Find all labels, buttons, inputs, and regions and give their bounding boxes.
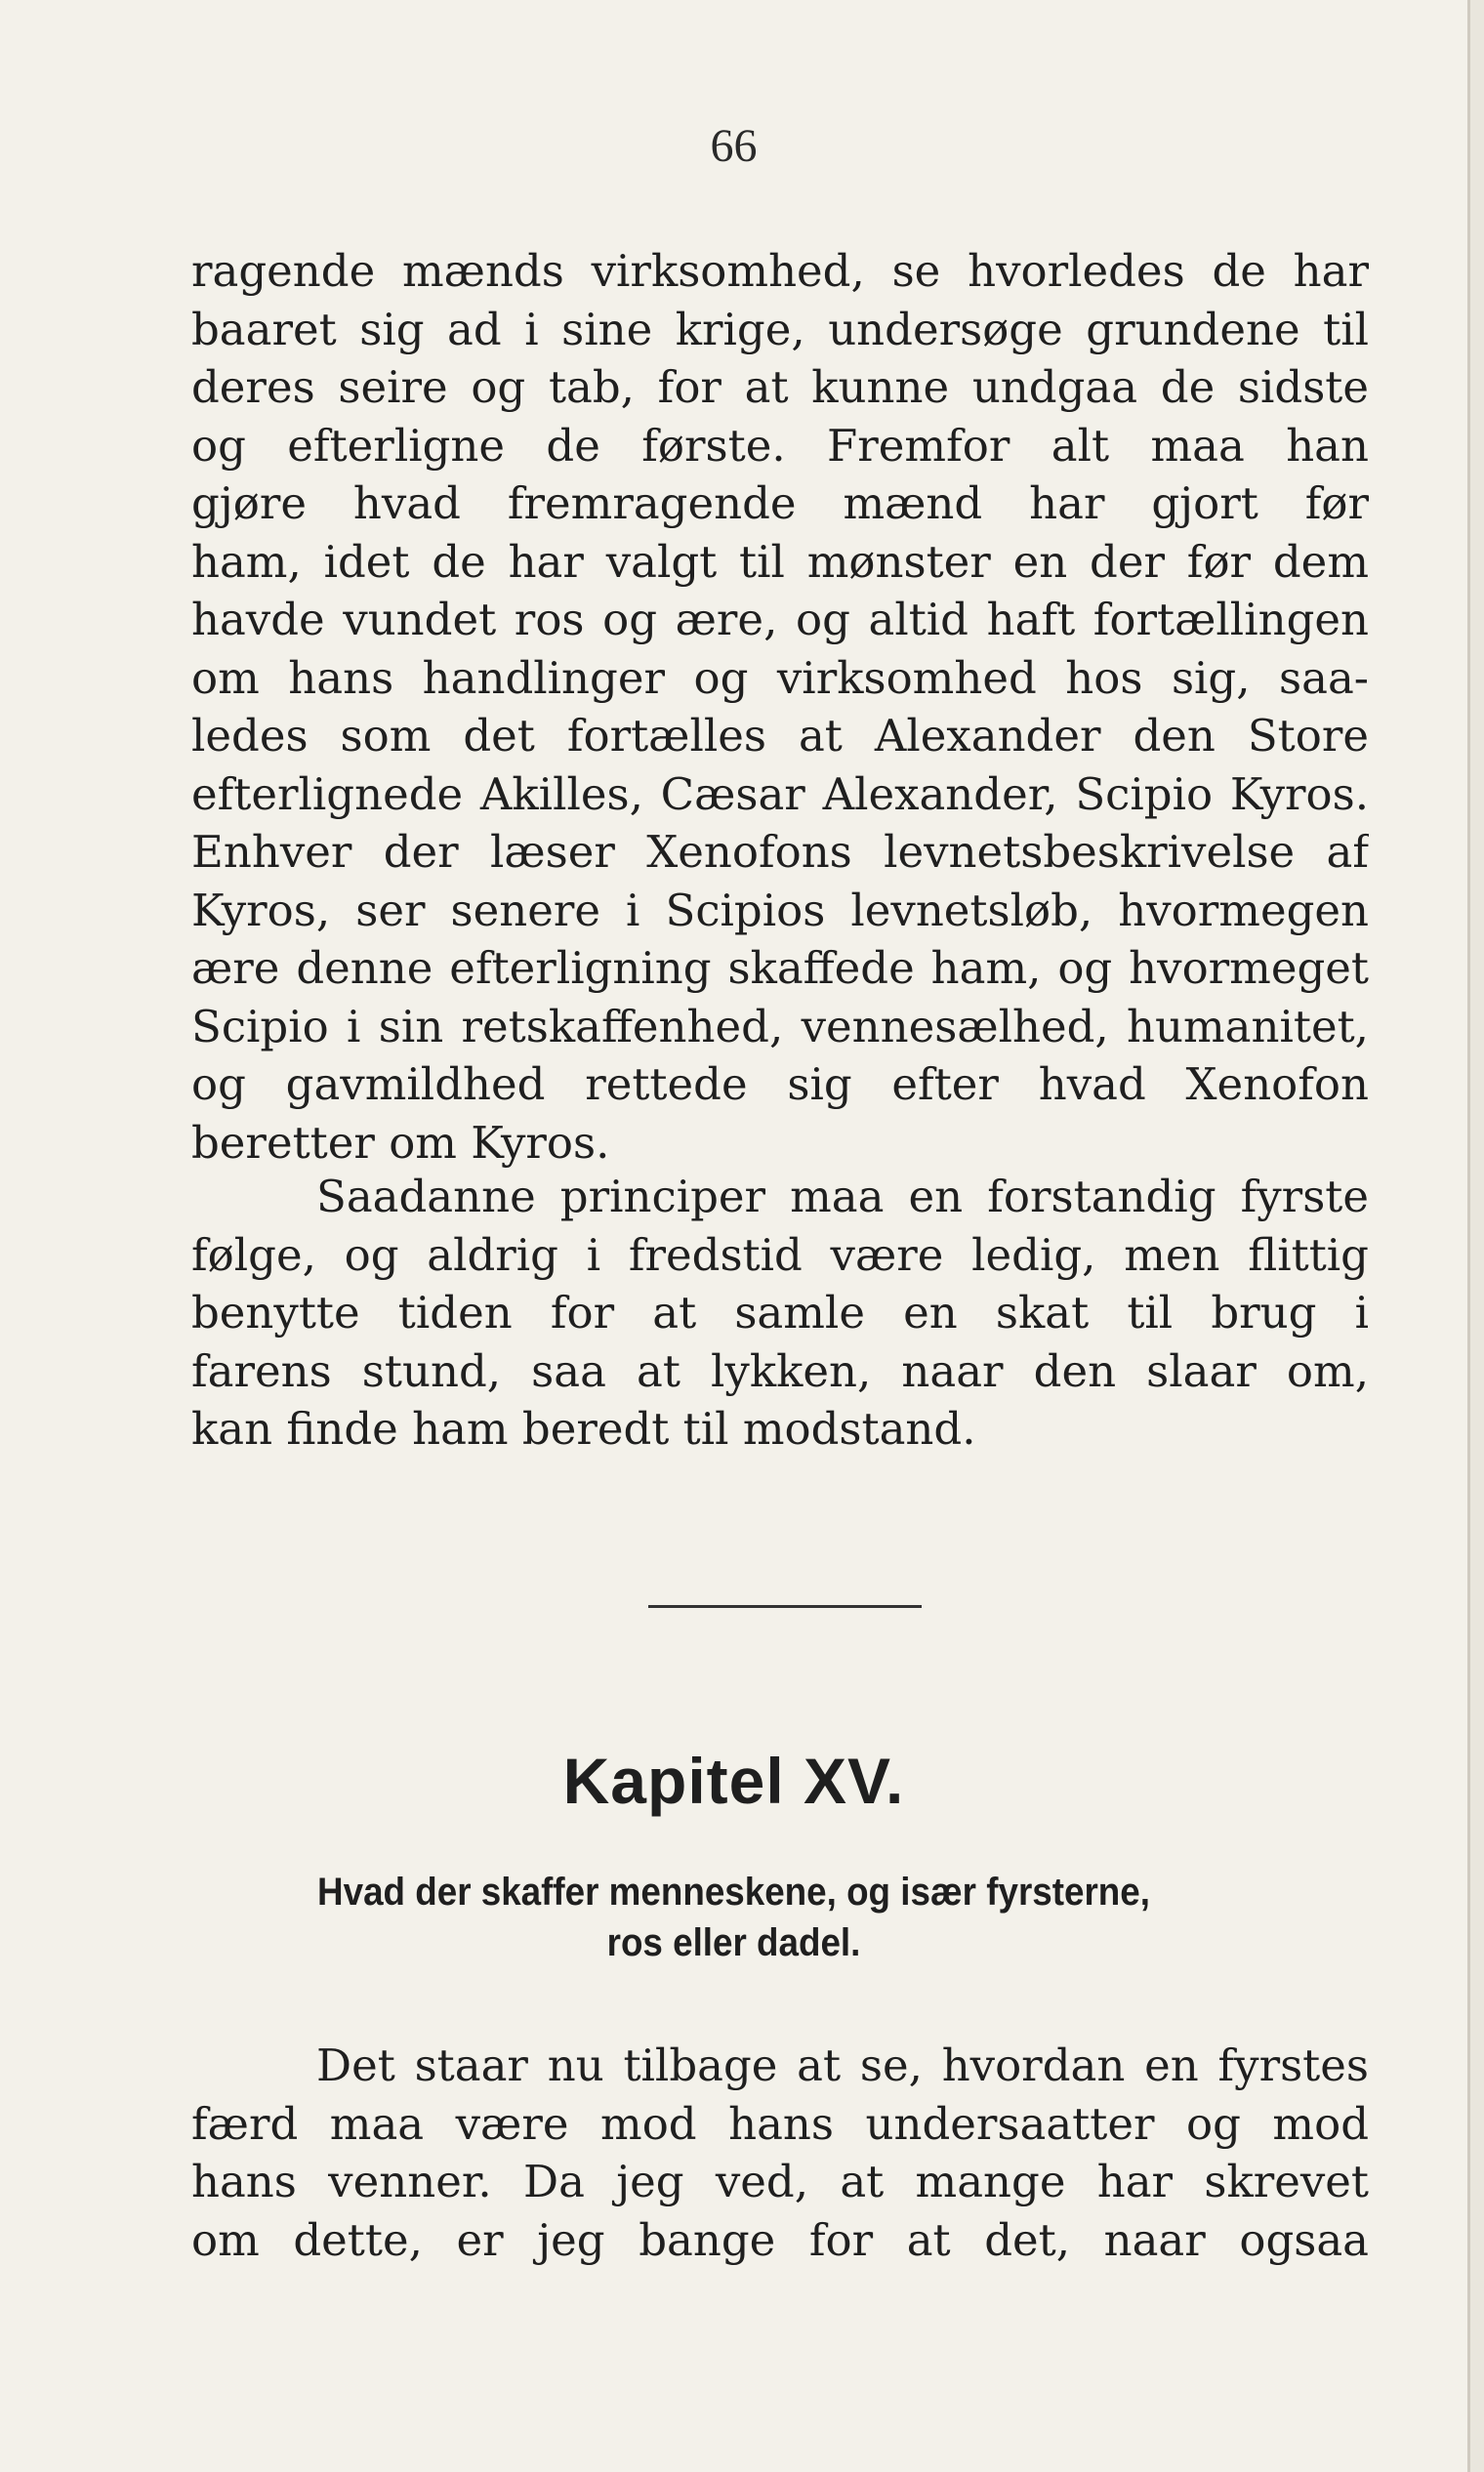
- text-line: deres seire og tab, for at kunne undgaa de sidste: [191, 361, 1369, 413]
- page-number: 66: [710, 120, 758, 172]
- paragraph: [191, 1168, 1369, 1459]
- text-line: Det staar nu tilbage at se, hvordan en fyrstes: [316, 2039, 1369, 2091]
- text-line: kan finde ham beredt til modstand.: [191, 1403, 976, 1455]
- text-line: om dette, er jeg bange for at det, naar ogsaa: [191, 2213, 1369, 2266]
- text-line: om hans handlinger og virksomhed hos sig, saa-: [191, 651, 1369, 704]
- text-line: og gavmildhed rettede sig efter hvad Xenofon: [191, 1058, 1369, 1110]
- text-line: Kyros, ser senere i Scipios levnetsløb, hvormegen: [191, 884, 1369, 936]
- text-line: farens stund, saa at lykken, naar den slaar om,: [191, 1344, 1369, 1397]
- text-line: færd maa være mod hans undersaatter og mod: [191, 2097, 1369, 2150]
- text-line: baaret sig ad i sine krige, undersøge grundene til: [191, 303, 1369, 355]
- text-line: Enhver der læser Xenofons levnetsbeskrivelse af: [191, 826, 1369, 878]
- text-line: havde vundet ros og ære, og altid haft fortællingen: [191, 594, 1369, 645]
- text-line: ledes som det fortælles at Alexander den Store: [191, 710, 1369, 762]
- text-line: og efterligne de første. Fremfor alt maa han: [191, 419, 1369, 472]
- text-line: ære denne efterligning skaffede ham, og hvormeget: [191, 942, 1369, 994]
- text-line: beretter om Kyros.: [191, 1116, 610, 1169]
- chapter-title: Kapitel XV.: [562, 1745, 905, 1817]
- text-line: ham, idet de har valgt til mønster en der før dem: [191, 535, 1369, 588]
- text-line: gjøre hvad fremragende mænd har gjort før: [191, 477, 1369, 529]
- text-line: efterlignede Akilles, Cæsar Alexander, Scipio Kyros.: [191, 767, 1369, 820]
- text-line: ragende mænds virksomhed, se hvorledes de har: [191, 245, 1369, 297]
- text-line: hans venner. Da jeg ved, at mange har skrevet: [191, 2156, 1369, 2207]
- text-line: benytte tiden for at samle en skat til brug i: [191, 1287, 1369, 1339]
- text-line: Saadanne principer maa en forstandig fyrste: [316, 1171, 1369, 1222]
- paragraph: [191, 2037, 1369, 2269]
- section-divider: [648, 1605, 922, 1608]
- chapter-subtitle-line: Hvad der skaffer menneskene, og især fyrsterne,: [317, 1871, 1150, 1914]
- text-line: Scipio i sin retskaffenhed, vennesælhed, humanitet,: [191, 1000, 1369, 1052]
- chapter-subtitle-line: ros eller dadel.: [606, 1921, 861, 1964]
- text-line: følge, og aldrig i fredstid være ledig, men flittig: [191, 1228, 1369, 1281]
- chapter-subtitle: [0, 1867, 1467, 1968]
- paragraph-continued: [191, 242, 1369, 1172]
